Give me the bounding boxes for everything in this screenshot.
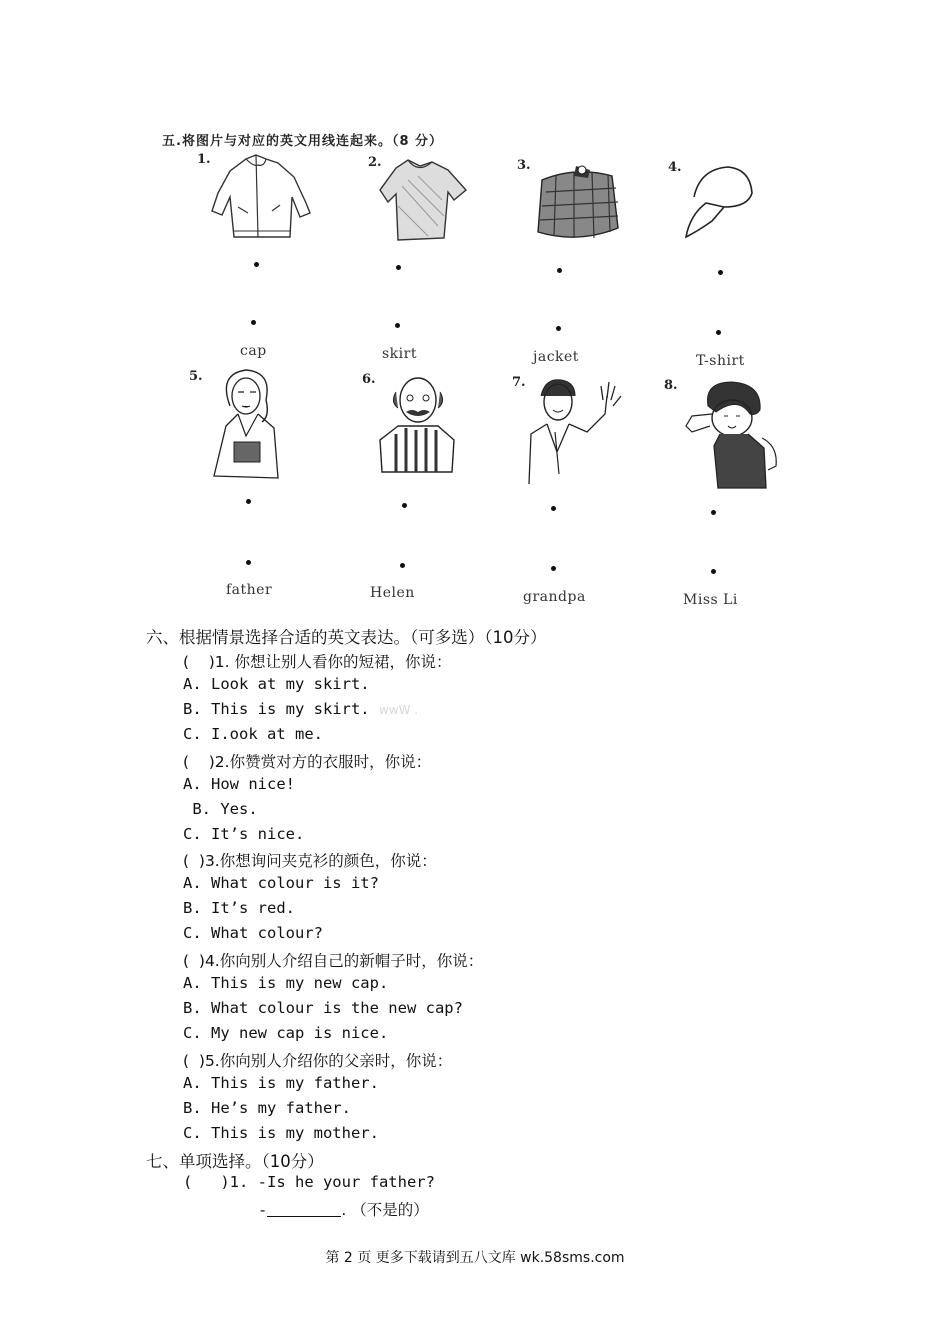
word-cap: cap — [240, 343, 267, 359]
watermark-text: wwW . — [378, 703, 419, 717]
cap-picture — [684, 163, 756, 243]
match-dot-top-6[interactable] — [402, 503, 407, 508]
q3-option-a[interactable]: A. What colour is it? — [183, 874, 379, 892]
question-2: ( )2.你赞赏对方的衣服时，你说： — [183, 753, 432, 771]
q4-option-a[interactable]: A. This is my new cap. — [183, 974, 389, 992]
picture-number-7: 7. — [512, 375, 526, 390]
q1-option-b[interactable] — [183, 700, 418, 718]
jacket-picture — [208, 153, 314, 241]
answer-prefix: - — [258, 1201, 268, 1219]
picture-number-1: 1. — [197, 152, 211, 167]
picture-number-6: 6. — [362, 372, 376, 387]
q2-option-c[interactable]: C. It’s nice. — [183, 825, 305, 843]
q1-option-b-text: B. This is my skirt. — [183, 700, 370, 718]
match-dot-bottom-6[interactable] — [400, 563, 405, 568]
word-tshirt: T-shirt — [696, 353, 745, 369]
man-picture — [525, 374, 625, 486]
girl-picture — [678, 376, 784, 492]
section7-heading: 七、单项选择。（10分） — [146, 1152, 324, 1171]
question-5: ( )5.你向别人介绍你的父亲时，你说： — [183, 1052, 453, 1070]
woman-picture — [208, 366, 284, 484]
section5-title: 五.将图片与对应的英文用线连起来。（8 分） — [162, 134, 444, 149]
q4-option-b[interactable]: B. What colour is the new cap? — [183, 999, 463, 1017]
q3-option-c[interactable]: C. What colour? — [183, 924, 323, 942]
match-dot-bottom-3[interactable] — [556, 326, 561, 331]
word-skirt: skirt — [382, 346, 417, 362]
answer-blank[interactable] — [267, 1202, 341, 1217]
match-dot-top-2[interactable] — [396, 265, 401, 270]
match-dot-top-1[interactable] — [254, 262, 259, 267]
picture-number-4: 4. — [668, 160, 682, 175]
s7-answer-line — [258, 1198, 429, 1220]
q4-option-c[interactable]: C. My new cap is nice. — [183, 1024, 389, 1042]
match-dot-bottom-7[interactable] — [551, 566, 556, 571]
word-jacket: jacket — [533, 349, 579, 365]
q3-option-b[interactable]: B. It’s red. — [183, 899, 295, 917]
skirt-picture — [532, 162, 624, 242]
tshirt-picture — [378, 156, 470, 244]
match-dot-bottom-4[interactable] — [716, 330, 721, 335]
word-helen: Helen — [370, 585, 415, 601]
picture-number-2: 2. — [368, 155, 382, 170]
match-dot-bottom-2[interactable] — [395, 323, 400, 328]
question-4: ( )4.你向别人介绍自己的新帽子时，你说： — [183, 952, 484, 970]
word-miss-li: Miss Li — [683, 592, 738, 608]
q5-option-b[interactable]: B. He’s my father. — [183, 1099, 351, 1117]
q5-option-c[interactable]: C. This is my mother. — [183, 1124, 379, 1142]
picture-number-8: 8. — [664, 378, 678, 393]
grandpa-picture — [372, 372, 462, 484]
match-dot-bottom-8[interactable] — [711, 569, 716, 574]
picture-number-5: 5. — [189, 369, 203, 384]
section6-heading: 六、根据情景选择合适的英文表达。（可多选）（10分） — [146, 628, 547, 647]
match-dot-top-4[interactable] — [718, 270, 723, 275]
page-footer: 第 2 页 更多下载请到五八文库 wk.58sms.com — [325, 1250, 625, 1266]
q2-option-b[interactable]: B. Yes. — [183, 800, 258, 818]
s7-question-1: ( )1. -Is he your father? — [183, 1173, 435, 1191]
match-dot-bottom-1[interactable] — [251, 320, 256, 325]
question-1: ( )1. 你想让别人看你的短裙，你说： — [183, 653, 452, 671]
match-dot-top-7[interactable] — [551, 506, 556, 511]
q1-option-a[interactable]: A. Look at my skirt. — [183, 675, 370, 693]
match-dot-top-5[interactable] — [246, 499, 251, 504]
match-dot-top-8[interactable] — [711, 510, 716, 515]
q5-option-a[interactable]: A. This is my father. — [183, 1074, 379, 1092]
word-grandpa: grandpa — [523, 589, 586, 605]
q2-option-a[interactable]: A. How nice! — [183, 775, 295, 793]
answer-suffix: . （不是的） — [341, 1201, 429, 1219]
match-dot-bottom-5[interactable] — [246, 560, 251, 565]
word-father: father — [226, 582, 273, 598]
picture-number-3: 3. — [517, 158, 531, 173]
q1-option-c[interactable]: C. I.ook at me. — [183, 725, 323, 743]
question-3: ( )3.你想询问夹克衫的颜色，你说： — [183, 852, 437, 870]
match-dot-top-3[interactable] — [557, 268, 562, 273]
